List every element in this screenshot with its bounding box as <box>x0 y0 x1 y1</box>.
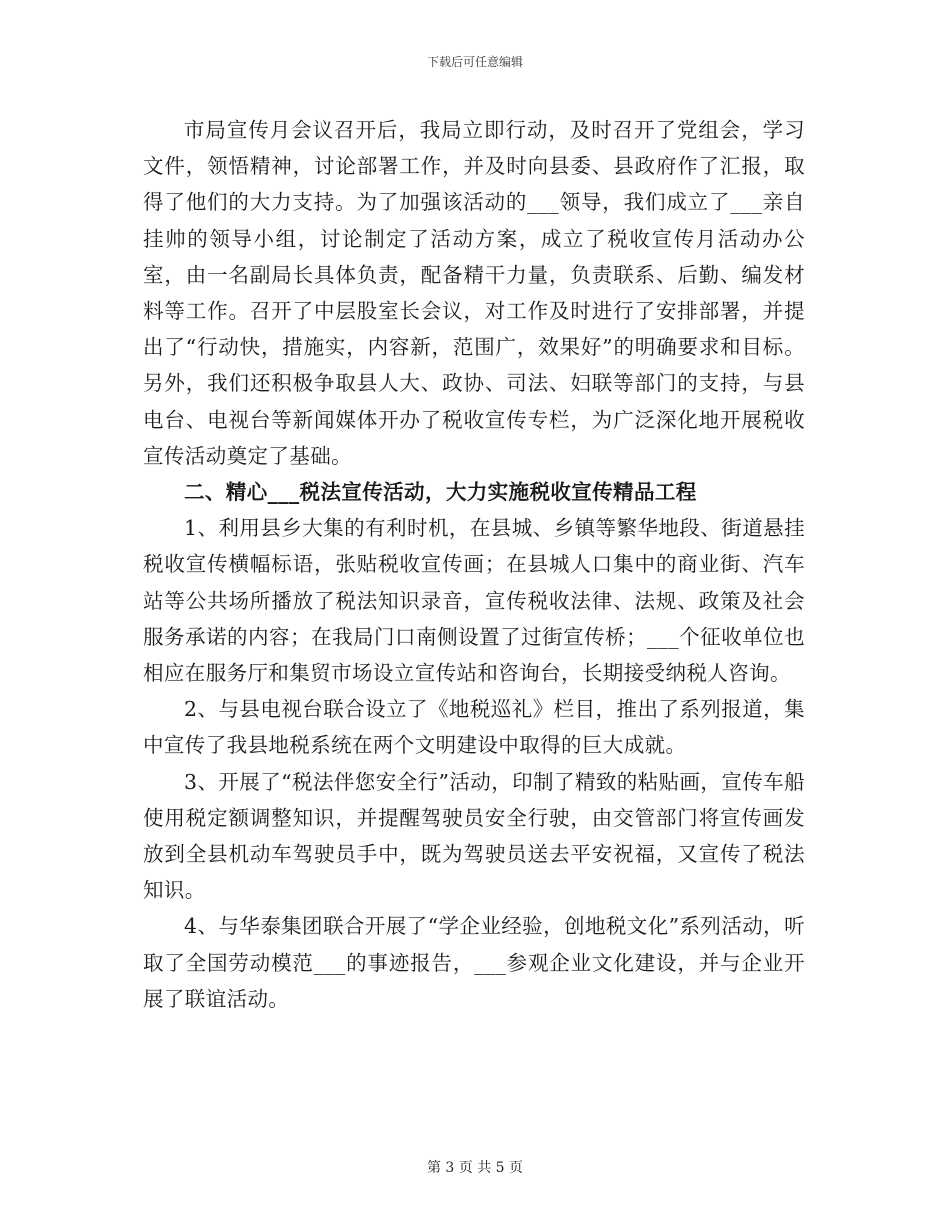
section-heading-2: 二、精心___税法宣传活动，大力实施税收宣传精品工程 <box>184 480 697 505</box>
document-body <box>143 112 805 1017</box>
list-item-3: 3、开展了“税法伴您安全行”活动，印制了精致的粘贴画，宣传车船使用税定额调整知识，并提醒驾驶员安全行驶，由交管部门将宣传画发放到全县机动车驾驶员手中，既为驾驶员送去平安祝福，又宣传了税法知识。 <box>143 769 805 903</box>
list-item-4: 4、与华泰集团联合开展了“学企业经验，创地税文化”系列活动，听取了全国劳动模范___的事迹报告，___参观企业文化建设，并与企业开展了联谊活动。 <box>143 914 805 1011</box>
page-number: 第 3 页 共 5 页 <box>426 1160 524 1176</box>
list-item-2: 2、与县电视台联合设立了《地税巡礼》栏目，推出了系列报道，集中宣传了我县地税系统在两个文明建设中取得的巨大成就。 <box>143 697 805 758</box>
paragraph-intro: 市局宣传月会议召开后，我局立即行动，及时召开了党组会，学习文件，领悟精神，讨论部署工作，并及时向县委、县政府作了汇报，取得了他们的大力支持。为了加强该活动的___领导，我们成立了___亲自挂帅的领导小组，讨论制定了活动方案，成立了税收宣传月活动办公室，由一名副局长具体负责，配备精干力量，负责联系、后勤、编发材料等工作。召开了中层股室长会议，对工作及时进行了安排部署，并提出了“行动快，措施实，内容新，范围广，效果好”的明确要求和目标。另外，我们还积极争取县人大、政协、司法、妇联等部门的支持，与县电台、电视台等新闻媒体开办了税收宣传专栏，为广泛深化地开展税收宣传活动奠定了基础。 <box>143 118 805 468</box>
header-note: 下载后可任意编辑 <box>426 55 523 69</box>
list-item-1: 1、利用县乡大集的有利时机，在县城、乡镇等繁华地段、街道悬挂税收宣传横幅标语，张贴税收宣传画；在县城人口集中的商业街、汽车站等公共场所播放了税法知识录音，宣传税收法律、法规、政策及社会服务承诺的内容；在我局门口南侧设置了过街宣传桥；___个征收单位也相应在服务厅和集贸市场设立宣传站和咨询台，长期接受纳税人咨询。 <box>143 516 805 686</box>
